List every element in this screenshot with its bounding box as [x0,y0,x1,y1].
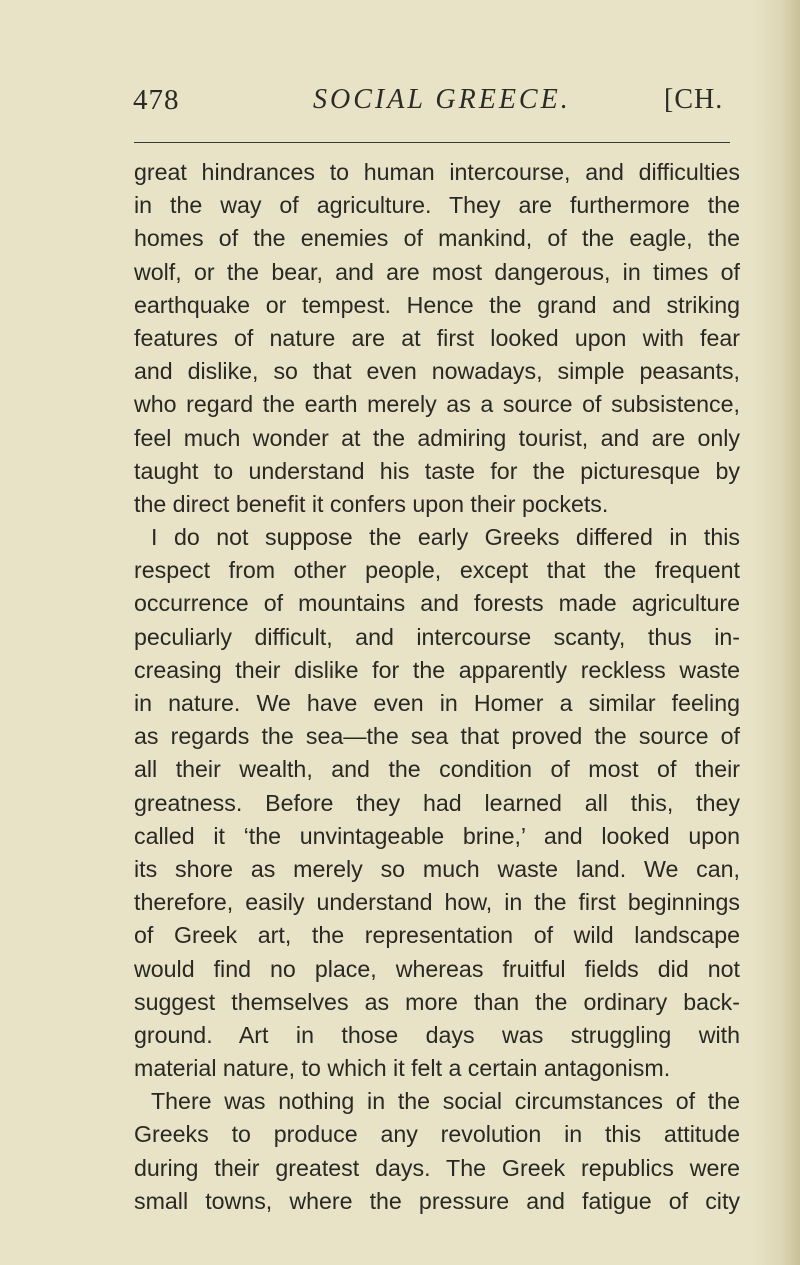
text-line: peculiarly difficult, and intercourse scanty, thus in- [134,623,740,650]
text-line: called it ‘the unvintageable brine,’ and looked upon [134,822,740,849]
text-line: great hindrances to human intercourse, and difficulties [134,159,740,185]
text-line: creasing their dislike for the apparently reckless waste [134,656,740,683]
text-line: greatness. Before they had learned all this, they [134,789,740,816]
text-line: taught to understand his taste for the picturesque by [134,457,740,484]
header-rule [134,142,730,143]
text-line: therefore, easily understand how, in the first beginnings [134,889,740,916]
text-line: would find no place, whereas fruitful fields did not [134,955,740,982]
text-line: who regard the earth merely as a source of subsistence, [134,391,740,418]
text-line: of Greek art, the representation of wild landscape [134,922,740,949]
text-line: as regards the sea—the sea that proved the source of [134,723,740,750]
text-line: in nature. We have even in Homer a similar feeling [134,690,740,716]
text-line: and dislike, so that even nowadays, simple peasants, [134,358,740,385]
text-line: homes of the enemies of mankind, of the eagle, the [134,225,740,252]
text-line: Greeks to produce any revolution in this attitude [134,1121,740,1148]
page-edge-shadow [754,0,800,1265]
text-line: in the way of agriculture. They are furthermore the [134,192,740,219]
text-line: material nature, to which it felt a certain antagonism. [134,1055,671,1082]
text-line: during their greatest days. The Greek republics were [134,1154,740,1181]
chapter-abbreviation: [CH. [664,84,724,115]
text-line: the direct benefit it confers upon their pockets. [134,490,609,517]
text-line: ground. Art in those days was struggling with [134,1021,740,1048]
text-line: There was nothing in the social circumstances of the [151,1088,740,1115]
text-line: all their wealth, and the condition of most of their [134,756,740,783]
running-title: SOCIAL GREECE. [313,84,571,115]
text-line: its shore as merely so much waste land. We can, [134,855,740,882]
text-line: suggest themselves as more than the ordinary back- [134,988,740,1015]
text-line: wolf, or the bear, and are most dangerous, in times of [134,258,740,285]
text-line: features of nature are at first looked upon with fear [134,324,740,351]
text-line: earthquake or tempest. Hence the grand and striking [134,291,740,318]
text-line: I do not suppose the early Greeks differed in this [151,524,740,551]
text-line: small towns, where the pressure and fatigue of city [134,1187,740,1214]
running-header [133,84,739,124]
text-line: occurrence of mountains and forests made agriculture [134,590,740,617]
text-line: feel much wonder at the admiring tourist, and are only [134,424,740,451]
page-number: 478 [133,84,180,116]
text-line: respect from other people, except that the frequent [134,557,740,584]
body-text [134,156,740,1218]
